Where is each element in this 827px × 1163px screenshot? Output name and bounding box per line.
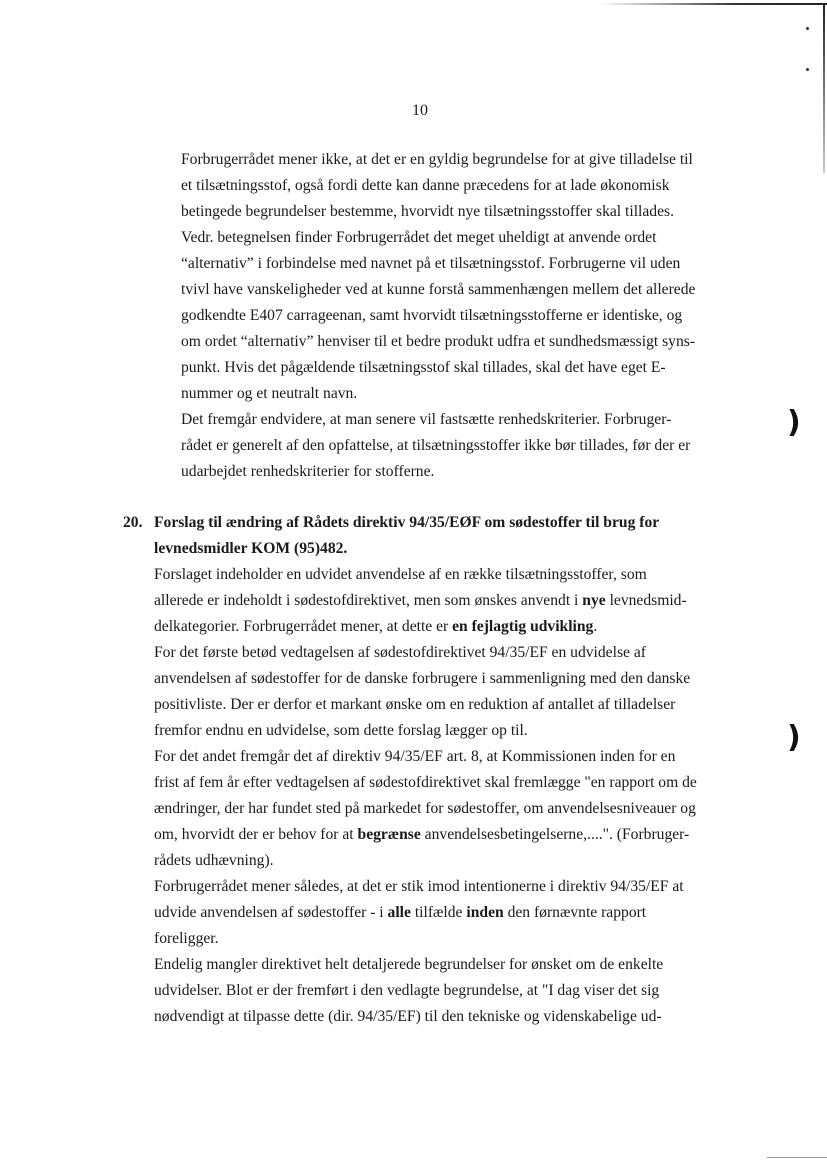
text-line: Det fremgår endvidere, at man senere vil fastsætte renhedskriterier. Forbruger- bbox=[181, 411, 672, 428]
scan-hole-mark: ) bbox=[787, 720, 801, 755]
text-line: et tilsætningsstof, også fordi dette kan danne præcedens for at lade økonomisk bbox=[181, 177, 670, 194]
text-line bbox=[154, 614, 743, 640]
text-line: nummer og et neutralt navn. bbox=[181, 385, 358, 402]
scan-dot bbox=[806, 27, 809, 30]
text-run: . bbox=[593, 618, 598, 635]
emphasis: alle bbox=[387, 904, 411, 921]
text-line: punkt. Hvis det pågældende tilsætningsstof skal tillades, skal det have eget E- bbox=[181, 359, 666, 376]
text-run: anvendelsesbetingelserne,....". (Forbruger- bbox=[420, 826, 690, 843]
page-number: 10 bbox=[412, 102, 428, 119]
item-20 bbox=[123, 510, 743, 1030]
text-line: ændringer, der har fundet sted på markedet for sødestoffer, om anvendelsesniveauer og bbox=[154, 800, 696, 817]
text-run: levnedsmid- bbox=[605, 592, 687, 609]
text-line: Forbrugerrådet mener således, at det er stik imod intentionerne i direktiv 94/35/EF at bbox=[154, 878, 684, 895]
text-line: foreligger. bbox=[154, 930, 219, 947]
text-line bbox=[154, 900, 743, 926]
emphasis: en fejlagtig udvikling bbox=[452, 618, 594, 635]
text-line: Vedr. betegnelsen finder Forbrugerrådet det meget uheldigt at anvende ordet bbox=[181, 229, 657, 246]
text-line: om ordet “alternativ” henviser til et bedre produkt udfra et sundhedsmæssigt syns- bbox=[181, 333, 696, 350]
text-line: For det første betød vedtagelsen af sødestofdirektivet 94/35/EF en udvidelse af bbox=[154, 644, 646, 661]
item-body bbox=[154, 510, 743, 1030]
text-line: Forbrugerrådet mener ikke, at det er en gyldig begrundelse for at give tilladelse til bbox=[181, 151, 693, 168]
text-line: “alternativ” i forbindelse med navnet på et tilsætningsstof. Forbrugerne vil uden bbox=[181, 255, 681, 272]
text-line: udarbejdet renhedskriterier for stofferne. bbox=[181, 463, 435, 480]
text-line: Endelig mangler direktivet helt detaljerede begrundelser for ønsket om de enkelte bbox=[154, 956, 664, 973]
text-line bbox=[154, 822, 743, 848]
text-run: udvide anvendelsen af sødestoffer - i bbox=[154, 904, 388, 921]
text-line: Forslaget indeholder en udvidet anvendelse af en række tilsætningsstoffer, som bbox=[154, 566, 647, 583]
item-number: 20. bbox=[123, 514, 143, 531]
text-run: tilfælde bbox=[410, 904, 467, 921]
scan-edge-right bbox=[823, 3, 825, 173]
text-run: om, hvorvidt der er behov for at bbox=[154, 826, 358, 843]
text-line: betingede begrundelser bestemme, hvorvidt nye tilsætningsstoffer skal tillades. bbox=[181, 203, 674, 220]
item-heading: levnedsmidler KOM (95)482. bbox=[154, 540, 348, 557]
emphasis: begrænse bbox=[357, 826, 421, 843]
emphasis: nye bbox=[582, 592, 606, 609]
text-line: rådets udhævning). bbox=[154, 852, 274, 869]
scan-dot bbox=[806, 68, 809, 71]
text-line: anvendelsen af sødestoffer for de danske forbrugere i sammenligning med den danske bbox=[154, 670, 691, 687]
text-line: positivliste. Der er derfor et markant ønske om en reduktion af antallet af tilladelser bbox=[154, 696, 676, 713]
text-line: nødvendigt at tilpasse dette (dir. 94/35/EF) til den tekniske og videnskabelige ud- bbox=[154, 1008, 662, 1025]
text-line: rådet er generelt af den opfattelse, at tilsætningsstoffer ikke bør tillades, før der er bbox=[181, 437, 691, 454]
text-run: delkategorier. Forbrugerrådet mener, at dette er bbox=[154, 618, 453, 635]
text-line: udvidelser. Blot er der fremført i den vedlagte begrundelse, at "I dag viser det sig bbox=[154, 982, 660, 999]
scan-edge-bottom bbox=[767, 1157, 827, 1158]
text-line: frist af fem år efter vedtagelsen af sødestofdirektivet skal fremlægge "en rapport om de bbox=[154, 774, 697, 791]
section-carrageenan bbox=[181, 147, 751, 485]
text-line: tvivl have vanskeligheder ved at kunne forstå sammenhængen mellem det allerede bbox=[181, 281, 696, 298]
text-line: For det andet fremgår det af direktiv 94/35/EF art. 8, at Kommissionen inden for en bbox=[154, 748, 676, 765]
item-heading: Forslag til ændring af Rådets direktiv 94/35/EØF om sødestoffer til brug for bbox=[154, 514, 660, 531]
text-line: godkendte E407 carrageenan, samt hvorvidt tilsætningsstofferne er identiske, og bbox=[181, 307, 683, 324]
text-line bbox=[154, 588, 743, 614]
text-line: fremfor endnu en udvidelse, som dette forslag lægger op til. bbox=[154, 722, 528, 739]
text-run: den førnævnte rapport bbox=[503, 904, 647, 921]
text-run: allerede er indeholdt i sødestofdirektivet, men som ønskes anvendt i bbox=[154, 592, 583, 609]
scan-hole-mark: ) bbox=[787, 405, 801, 440]
scan-edge-top bbox=[600, 3, 827, 5]
emphasis: inden bbox=[466, 904, 504, 921]
